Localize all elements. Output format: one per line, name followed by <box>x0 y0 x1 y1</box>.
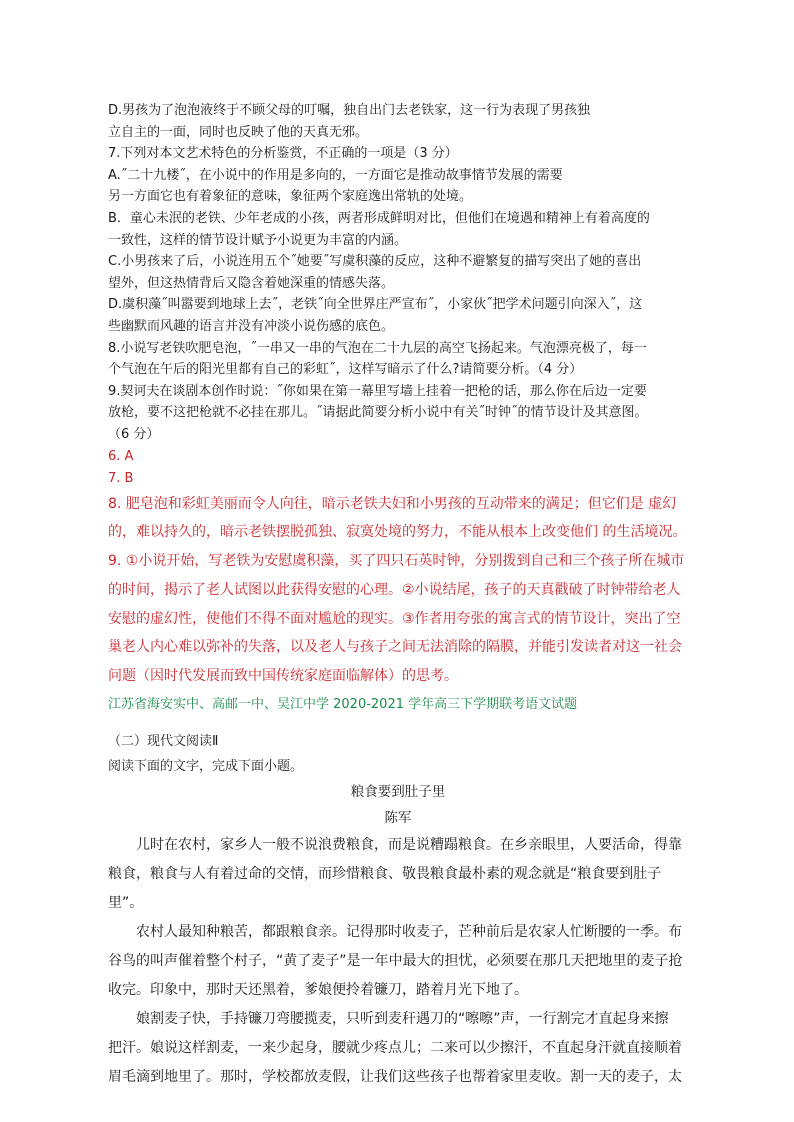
text-line: 放枪，要不这把枪就不必挂在那儿。˝请据此简要分析小说中有关˝时钟˝的情节设计及其意图。 <box>108 405 648 421</box>
document-page <box>108 100 688 1092</box>
answer-9-line: 巢老人内心难以弥补的失落，以及老人与孩子之间无法消除的隔膜，并能引发读者对这一社会 <box>108 639 682 656</box>
answer-9-line: 问题（因时代发展而致中国传统家庭面临解体）的思考。 <box>108 668 458 685</box>
answer-6: 6. A <box>108 448 134 464</box>
text-line: C.小男孩来了后，小说连用五个˝她要˝写虞积藻的反应，这种不避繁复的描写突出了她的喜出 <box>108 254 642 270</box>
text-line: 一致性，这样的情节设计赋予小说更为丰富的内涵。 <box>108 232 408 248</box>
article-author: 陈军 <box>384 810 412 827</box>
text-line: D.男孩为了泡泡液终于不顾父母的叮嘱，独自出门去老铁家，这一行为表现了男孩独 <box>108 103 591 118</box>
text-line: D.虞积藻˝叫嚣要到地球上去˝，老铁˝向全世界庄严宣布˝，小家伙˝把学术问题引向深入˝，这 <box>108 297 643 313</box>
text-line: A.˝二十九楼˝，在小说中的作用是多向的，一方面它是推动故事情节发展的需要 <box>108 167 563 183</box>
text-line: 立自主的一面，同时也反映了他的天真无邪。 <box>108 124 369 140</box>
text-line: （6 分） <box>108 426 160 442</box>
article-title: 粮食要到肚子里 <box>350 784 446 801</box>
answer-8-line: 的，难以持久的，暗示老铁摆脱孤独、寂寞处境的努力，不能从根本上改变他们 的生活境况。 <box>108 524 687 541</box>
answer-block <box>108 446 688 692</box>
instruction: 阅读下面的文字，完成下面小题。 <box>108 759 304 775</box>
question-block <box>108 100 688 446</box>
answer-9-line: 安慰的虚幻性，使他们不得不面对尴尬的现实。③作者用夸张的寓言式的情节设计，突出了空 <box>108 610 681 627</box>
paragraph-line: 把汗。娘说这样割麦，一来少起身，腰就少疼点儿；二来可以少擦汗，不直起身汗就直接顺着 <box>108 1040 682 1057</box>
answer-9-line: 9. ①小说开始，写老铁为安慰虞积藻，买了四只石英时钟，分别拨到自己和三个孩子所在城市 <box>108 553 685 570</box>
section-heading: （二）现代文阅读Ⅱ <box>108 734 219 750</box>
paragraph-line: 里”。 <box>108 895 144 912</box>
paragraph-line: 农村人最知种粮苦，都跟粮食亲。记得那时收麦子，芒种前后是农家人忙断腰的一季。布 <box>136 924 682 941</box>
text-line: B．童心未泯的老铁、少年老成的小孩，两者形成鲜明对比，但他们在境遇和精神上有着高度的 <box>108 210 650 226</box>
paragraph-line: 收完。印象中，那时天还黑着，爹娘便拎着镰刀，踏着月光下地了。 <box>108 982 528 999</box>
source-note: 江苏省海安实中、高邮一中、吴江中学 2020-2021 学年高三下学期联考语文试题 <box>108 697 578 713</box>
text-line: 另一方面它也有着象征的意味，象征两个家庭逸出常轨的处境。 <box>108 189 473 205</box>
article-body <box>108 831 688 1092</box>
text-line: 些幽默而风趣的语言并没有冲淡小说伤感的底色。 <box>108 318 395 334</box>
answer-8-line: 8. 肥皂泡和彩虹美丽而令人向往，暗示老铁夫妇和小男孩的互动带来的满足；但它们是 虚幻 <box>108 495 677 512</box>
text-line: 个气泡在午后的阳光里都有自己的彩虹˝，这样写暗示了什么?请简要分析。（4 分） <box>108 362 583 378</box>
paragraph-line: 谷鸟的叫声催着整个村子，“黄了麦子”是一年中最大的担忧，必须要在那几天把地里的麦子抢 <box>108 953 683 970</box>
paragraph-line: 儿时在农村，家乡人一般不说浪费粮食，而是说糟蹋粮食。在乡亲眼里，人要活命，得靠 <box>136 837 682 854</box>
answer-7: 7. B <box>108 470 134 486</box>
text-line: 8.小说写老铁吹肥皂泡，˝一串又一串的气泡在二十九层的高空飞扬起来。气泡漂亮极了，每一 <box>108 340 647 356</box>
text-line: 望外，但这热情背后又隐含着她深重的情感失落。 <box>108 275 395 291</box>
answer-9-line: 的时间，揭示了老人试图以此获得安慰的心理。②小说结尾，孩子的天真戳破了时钟带给老人 <box>108 581 681 598</box>
paragraph-line: 娘割麦子快，手持镰刀弯腰揽麦，只听到麦秆遇刀的“嚓嚓”声，一行割完才直起身来擦 <box>136 1011 669 1028</box>
paragraph-line: 粮食，粮食与人有着过命的交情，而珍惜粮食、敬畏粮食最朴素的观念就是“粮食要到肚子 <box>108 866 662 883</box>
text-line: 7.下列对本文艺术特色的分析鉴赏，不正确的一项是（3 分） <box>108 146 458 162</box>
paragraph-line: 眉毛滴到地里了。那时，学校都放麦假，让我们这些孩子也帮着家里麦收。割一天的麦子，太 <box>108 1069 682 1086</box>
text-line: 9.契诃夫在谈剧本创作时说：˝你如果在第一幕里写墙上挂着一把枪的话，那么你在后边一定要 <box>108 383 647 399</box>
